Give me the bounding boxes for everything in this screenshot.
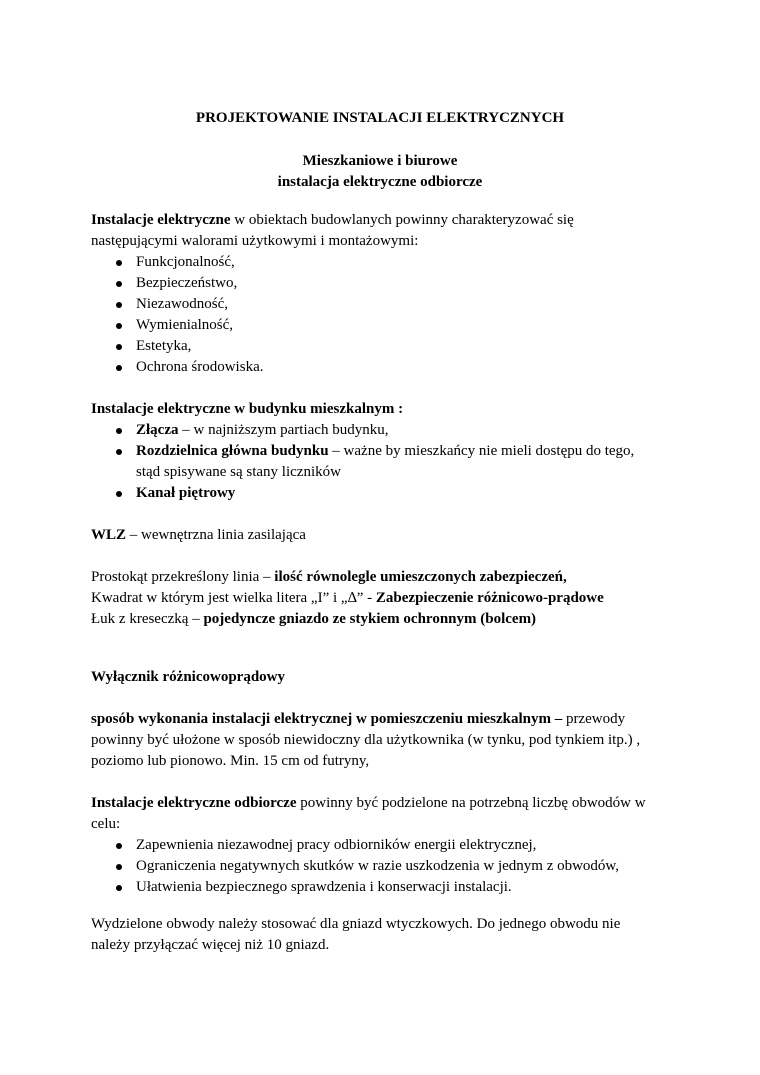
method-line-3: poziomo lub pionowo. Min. 15 cm od futryny, (91, 753, 370, 769)
list-item: Zapewnienia niezawodnej pracy odbiorników energii elektrycznej, (136, 837, 537, 853)
bullet-icon (116, 344, 122, 350)
symbol-bold: ilość równolegle umieszczonych zabezpieczeń, (274, 569, 567, 585)
intro-text: w obiektach budowlanych powinny charakteryzować się (230, 212, 574, 228)
bullet-icon (116, 491, 122, 497)
list-item: Ułatwienia bezpiecznego sprawdzenia i konserwacji instalacji. (136, 879, 512, 895)
list-item: Wymienialność, (136, 317, 233, 333)
bullet-icon (116, 281, 122, 287)
symbol-bold: Zabezpieczenie różnicowo-prądowe (375, 590, 604, 606)
list-item-bold: Złącza (136, 422, 179, 438)
subtitle-line-1: Mieszkaniowe i biurowe (302, 153, 458, 169)
final-paragraph-line-1: Wydzielone obwody należy stosować dla gniazd wtyczkowych. Do jednego obwodu nie (91, 916, 621, 932)
bullet-icon (116, 260, 122, 266)
symbol-text: Prostokąt przekreślony linia – (91, 569, 275, 585)
document-title: PROJEKTOWANIE INSTALACJI ELEKTRYCZNYCH (195, 110, 565, 126)
list-item: Funkcjonalność, (136, 254, 235, 270)
circuits-line-2: celu: (91, 816, 121, 832)
wlz-bold: WLZ (91, 527, 127, 543)
list-item: Ograniczenia negatywnych skutków w razie uszkodzenia w jednym z obwodów, (136, 858, 620, 874)
bullet-icon (116, 428, 122, 434)
bullet-icon (116, 365, 122, 371)
list-item (136, 420, 388, 441)
intro-bold: Instalacje elektryczne (91, 212, 231, 228)
wlz-definition (91, 525, 306, 546)
intro-paragraph-line-2: następującymi walorami użytkowymi i montażowymi: (91, 233, 419, 249)
method-text: przewody (562, 711, 626, 727)
symbol-text: Kwadrat w którym jest wielka litera „I” i „∆” - (91, 590, 376, 606)
list-item-text: – ważne by mieszkańcy nie mieli dostępu do tego, (328, 443, 635, 459)
bullet-icon (116, 323, 122, 329)
symbol-line-1 (91, 567, 567, 588)
list-item: Ochrona środowiska. (136, 359, 264, 375)
list-item: Estetyka, (136, 338, 192, 354)
rcd-heading: Wyłącznik różnicowoprądowy (91, 669, 286, 685)
symbol-line-3 (91, 609, 536, 630)
list-item: Bezpieczeństwo, (136, 275, 238, 291)
bullet-icon (116, 449, 122, 455)
list-item: Niezawodność, (136, 296, 229, 312)
circuits-bold: Instalacje elektryczne odbiorcze (91, 795, 297, 811)
final-paragraph-line-2: należy przyłączać więcej niż 10 gniazd. (91, 937, 330, 953)
list-item: Kanał piętrowy (136, 485, 236, 501)
method-line-1 (91, 709, 625, 730)
intro-paragraph-line-1 (91, 210, 574, 231)
list-item-continuation: stąd spisywane są stany liczników (136, 464, 341, 480)
wlz-text: – wewnętrzna linia zasilająca (126, 527, 306, 543)
symbol-bold: pojedyncze gniazdo ze stykiem ochronnym (bolcem) (203, 611, 537, 627)
bullet-icon (116, 843, 122, 849)
list-item (136, 441, 634, 462)
circuits-line-1 (91, 793, 646, 814)
symbol-text: Łuk z kreseczką – (91, 611, 204, 627)
subtitle-line-2: instalacja elektryczne odbiorcze (277, 174, 483, 190)
section-heading-residential: Instalacje elektryczne w budynku mieszkalnym : (91, 401, 404, 417)
list-item-bold: Rozdzielnica główna budynku (136, 443, 329, 459)
bullet-icon (116, 302, 122, 308)
symbol-line-2 (91, 588, 604, 609)
circuits-text: powinny być podzielone na potrzebną liczbę obwodów w (296, 795, 646, 811)
bullet-icon (116, 885, 122, 891)
bullet-icon (116, 864, 122, 870)
method-bold: sposób wykonania instalacji elektrycznej w pomieszczeniu mieszkalnym – (91, 711, 563, 727)
method-line-2: powinny być ułożone w sposób niewidoczny dla użytkownika (w tynku, pod tynkiem itp.) , (91, 732, 641, 748)
list-item-text: – w najniższym partiach budynku, (178, 422, 389, 438)
